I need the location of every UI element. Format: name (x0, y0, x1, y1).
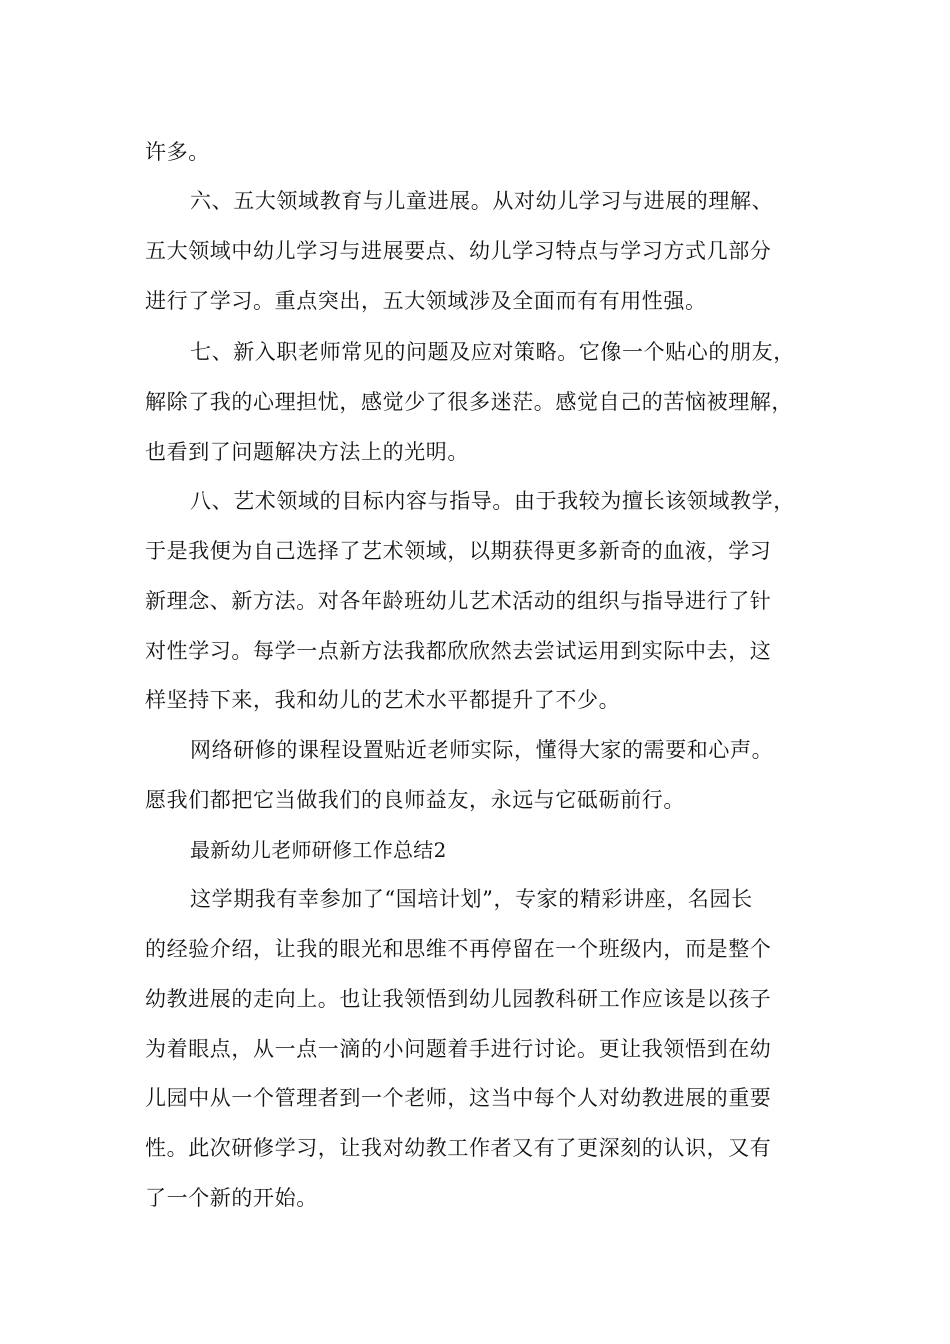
text-line: 六、五大领域教育与儿童进展。从对幼儿学习与进展的理解、 (190, 189, 774, 213)
text-line: 许多。 (145, 140, 210, 164)
text-line: 八、艺术领域的目标内容与指导。由于我较为擅长该领域教学， (190, 489, 795, 513)
text-line: 这学期我有幸参加了“国培计划”，专家的精彩讲座，名园长 (190, 887, 753, 911)
text-line: 愿我们都把它当做我们的良师益友，永远与它砥砺前行。 (145, 788, 685, 812)
text-line: 为着眼点，从一点一滴的小问题着手进行讨论。更让我领悟到在幼 (145, 1037, 772, 1061)
text-line: 也看到了问题解决方法上的光明。 (145, 440, 469, 464)
text-line: 于是我便为自己选择了艺术领域，以期获得更多新奇的血液，学习 (145, 539, 772, 563)
text-line: 五大领域中幼儿学习与进展要点、幼儿学习特点与学习方式几部分 (145, 239, 772, 263)
text-line: 七、新入职老师常见的问题及应对策略。它像一个贴心的朋友， (190, 340, 795, 364)
text-line: 幼教进展的走向上。也让我领悟到幼儿园教科研工作应该是以孩子 (145, 987, 772, 1011)
text-line: 进行了学习。重点突出，五大领域涉及全面而有有用性强。 (145, 289, 707, 313)
text-line: 网络研修的课程设置贴近老师实际，懂得大家的需要和心声。 (190, 738, 774, 762)
text-line: 对性学习。每学一点新方法我都欣欣然去尝试运用到实际中去，这 (145, 639, 772, 663)
text-line: 性。此次研修学习，让我对幼教工作者又有了更深刻的认识，又有 (145, 1136, 772, 1160)
text-line: 儿园中从一个管理者到一个老师，这当中每个人对幼教进展的重要 (145, 1086, 772, 1110)
section-heading: 最新幼儿老师研修工作总结2 (190, 838, 447, 862)
text-line: 新理念、新方法。对各年龄班幼儿艺术活动的组织与指导进行了针 (145, 589, 772, 613)
text-line: 解除了我的心理担忧，感觉少了很多迷茫。感觉自己的苦恼被理解， (145, 390, 793, 414)
text-line: 样坚持下来，我和幼儿的艺术水平都提升了不少。 (145, 688, 621, 712)
text-line: 的经验介绍，让我的眼光和思维不再停留在一个班级内，而是整个 (145, 937, 772, 961)
text-line: 了一个新的开始。 (145, 1186, 318, 1210)
